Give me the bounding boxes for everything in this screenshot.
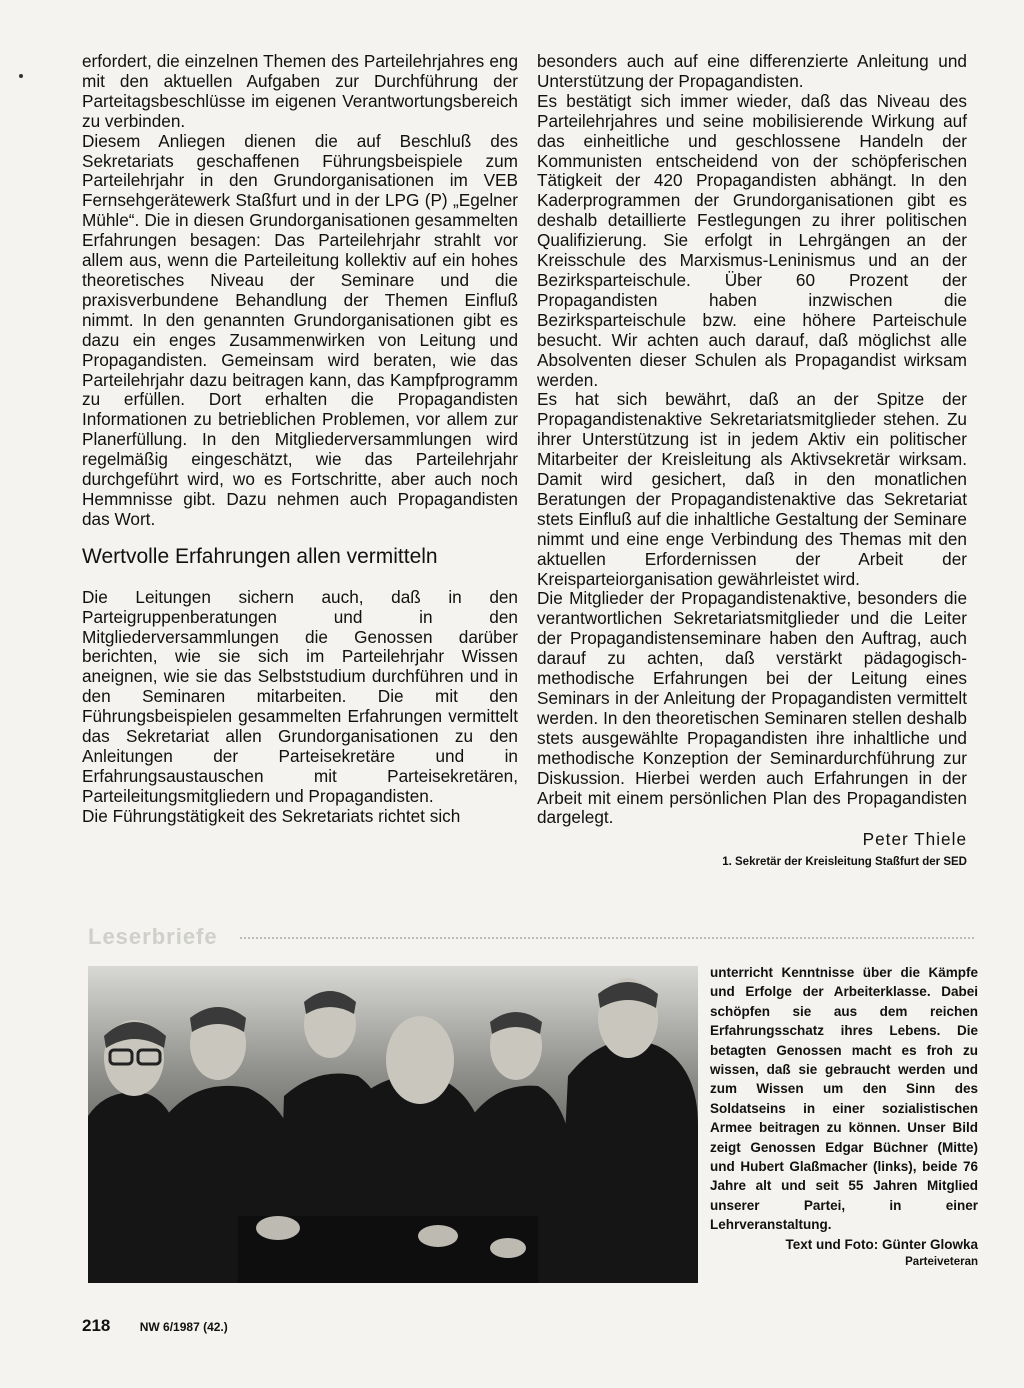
paragraph: besonders auch auf eine differenzierte Anleitung und Unterstützung der Propagandisten. <box>537 51 967 91</box>
photo-caption: unterricht Kenntnisse über die Kämpfe und Erfolge der Arbeiterklasse. Dabei schöpfen sie aus dem reichen Erfahrungsschatz ihres Lebens. Die betagten Genossen macht es froh zu wissen, daß sie gebraucht werden und zum Wissen um den Sinn des Soldatseins in einer sozialistischen Armee beitragen zu können. Unser Bild zeigt Genossen Edgar Büchner (Mitte) und Hubert Glaßmacher (links), beide 76 Jahre alt und seit 55 Jahren Mitglied unserer Partei, in einer Lehrveranstaltung. <box>710 965 978 1233</box>
paragraph: Es hat sich bewährt, daß an der Spitze der Propagandistenaktive Sekretariatsmitglieder stehen. Zu ihrer Unterstützung ist in jedem Aktiv ein politischer Mitarbeiter der Kreisleitung als Aktivsekretär wirksam. Damit wird gesichert, daß in den monatlichen Beratungen der Propagandistenaktive das Sekretariat stets Einfluß auf die inhaltliche Gestaltung der Seminare nimmt und eine enge Verbindung des Themas mit den aktuellen Erfordernissen der Arbeit der Kreisparteiorganisation gewährleistet wird. <box>537 389 967 589</box>
paragraph: Die Führungstätigkeit des Sekretariats richtet sich <box>82 805 461 826</box>
photo-credit <box>710 1235 978 1270</box>
section-heading: Wertvolle Erfahrungen allen vermitteln <box>82 544 438 568</box>
section-label: Leserbriefe <box>88 924 218 949</box>
author-name: Peter Thiele <box>862 829 967 850</box>
paragraph: Die Leitungen sichern auch, daß in den Parteigruppenberatungen und in den Mitgliederversammlungen die Genossen darüber berichten, wie sie sich im Parteilehrjahr Wissen aneignen, wie sie das Selbststudium durchführen und in den Seminaren mitarbeiten. Die mit den Führungsbeispielen gesammelten Erfahrungen vermittelt das Sekretariat allen Grundorganisationen zu den Anleitungen der Parteisekretäre und in Erfahrungsaustauschen mit Parteisekretären, Parteileitungsmitgliedern und Propagandisten. <box>82 586 518 806</box>
paragraph: Diesem Anliegen dienen die auf Beschluß des Sekretariats geschaffenen Führungsbeispiele zum Parteilehrjahr in den Grundorganisationen im VEB Fernsehgerätewerk Staßfurt und in der LPG (P) „Egelner Mühle“. Die in diesen Grundorganisationen gesammelten Erfahrungen besagen: Das Parteilehrjahr strahlt vor allem aus, wenn die Parteileitung kollektiv auf ein hohes theoretisches Niveau der Seminare und die praxisverbundene Behandlung der Themen Einfluß nimmt. In den genannten Grundorganisationen gibt es dazu ein enges Zusammenwirken von Leitung und Propagandisten. Gemeinsam wird beraten, wie das Parteilehrjahr dazu beitragen kann, das Kampfprogramm zu erfüllen. Dort erhalten die Propagandisten Informationen zu betrieblichen Problemen, vor allem zur Planerfüllung. In den Mitgliederversammlungen wird regelmäßig eingeschätzt, wie das Parteilehrjahr durchgeführt wird, wo es Fortschritte, aber auch noch Hemmnisse gibt. Dazu nehmen auch Propagandisten das Wort. <box>82 130 518 529</box>
issue-reference: NW 6/1987 (42.) <box>139 1320 228 1334</box>
paragraph: erfordert, die einzelnen Themen des Parteilehrjahres eng mit den aktuellen Aufgaben zur Durchführung der Parteitagsbeschlüsse im eigenen Verantwortungsbereich zu verbinden. <box>82 51 518 131</box>
page-footer <box>82 1316 228 1336</box>
photo-illustration <box>88 966 698 1283</box>
credit-name: Text und Foto: Günter Glowka <box>785 1237 978 1252</box>
section-divider <box>88 924 974 948</box>
author-role: 1. Sekretär der Kreisleitung Staßfurt der SED <box>722 856 967 869</box>
page-number: 218 <box>82 1316 111 1335</box>
left-column <box>82 52 518 827</box>
photo <box>88 966 698 1283</box>
credit-role: Parteiveteran <box>905 1256 978 1268</box>
paragraph: Es bestätigt sich immer wieder, daß das Niveau des Parteilehrjahres und seine mobilisierende Wirkung auf das einheitliche und geschlossene Handeln der Kommunisten entscheidend von der schöpferischen Tätigkeit der 420 Propagandisten abhängt. In den Kaderprogrammen der Grundorganisationen gibt es deshalb detaillierte Festlegungen zu ihrer politischen Qualifizierung. Sie erfolgt in Lehrgängen an der Kreisschule des Marxismus-Leninismus und an der Bezirksparteischule. Über 60 Prozent der Propagandisten haben inzwischen die Bezirksparteischule bzw. eine höhere Parteischule besucht. Wir achten auch darauf, daß möglichst alle Absolventen dieser Schulen als Propagandist wirksam werden. <box>537 90 967 390</box>
paragraph: Die Mitglieder der Propagandistenaktive, besonders die verantwortlichen Sekretariatsmitglieder und die Leiter der Propagandistenseminare haben den Auftrag, auch darauf zu achten, daß verstärkt pädagogisch-methodische Erfahrungen bei der Leitung eines Seminars in der Anleitung der Propagandisten vermittelt werden. In den theoretischen Seminaren stellen deshalb stets ausgewählte Propagandisten ihre inhaltliche und methodische Konzeption der Seminardurchführung zur Diskussion. Hierbei werden auch Erfahrungen in der Arbeit mit einem persönlichen Plan des Propagandisten dargelegt. <box>537 588 967 828</box>
margin-mark <box>19 74 23 78</box>
dotted-rule <box>240 937 974 939</box>
right-column <box>537 52 967 870</box>
